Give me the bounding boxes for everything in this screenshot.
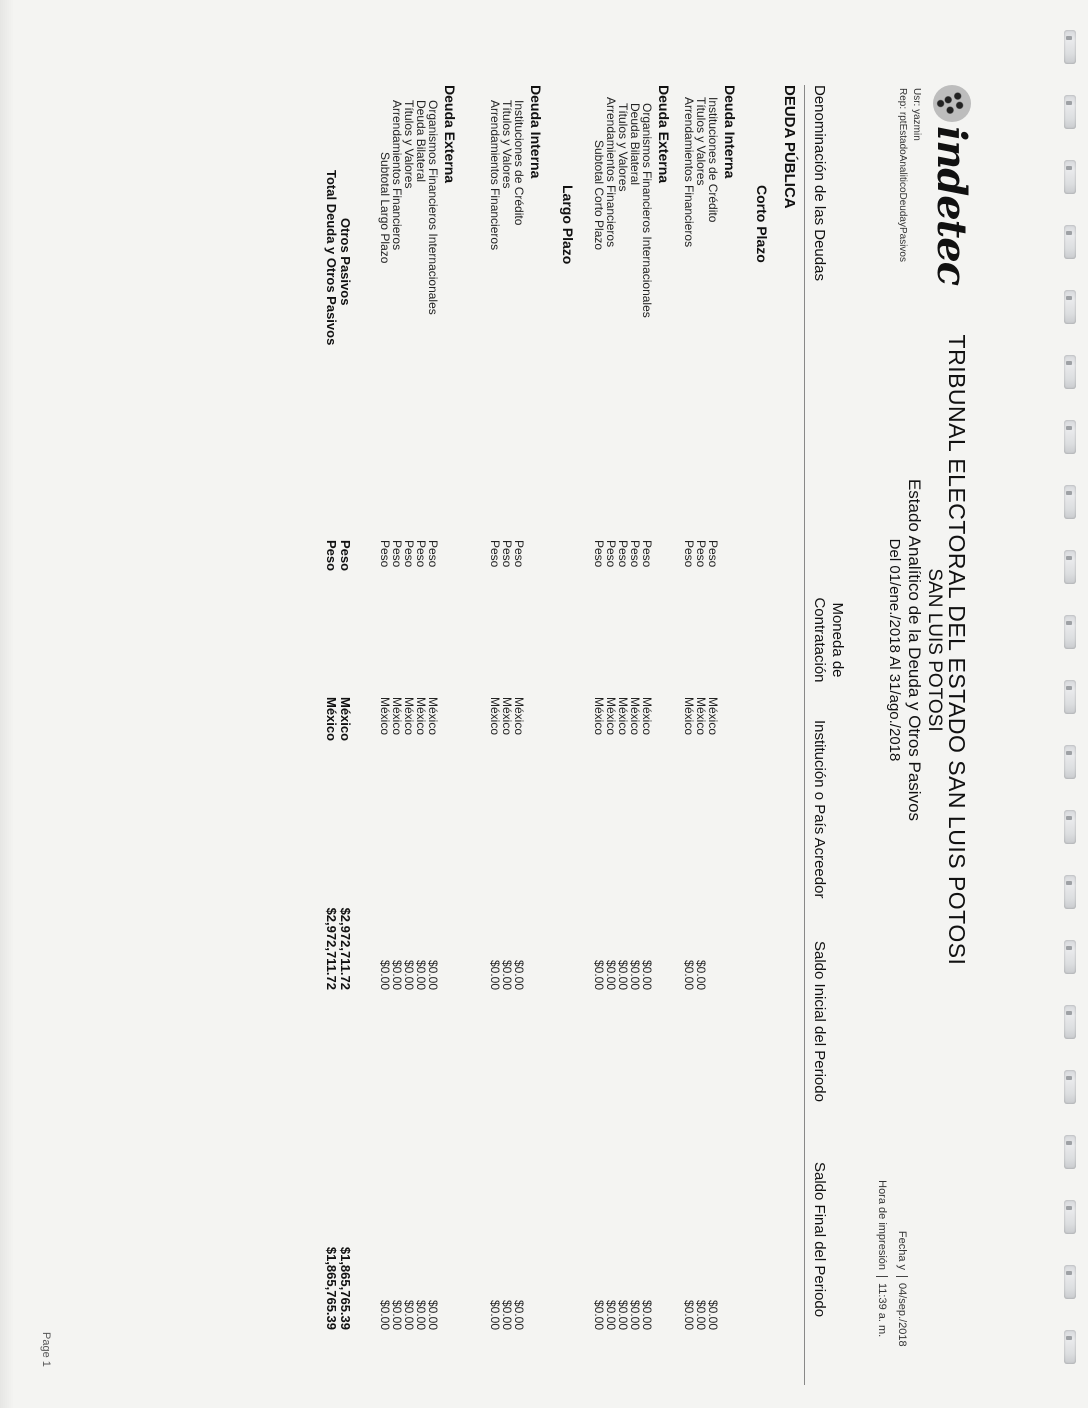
row-pais: México (640, 697, 654, 736)
title-entity: TRIBUNAL ELECTORAL DEL ESTADO SAN LUIS POTOSI (944, 334, 970, 966)
header-saldo-final: Saldo Final del Periodo (811, 1162, 828, 1318)
title-city: SAN LUIS POTOSI (924, 568, 945, 732)
row-denominacion: Otros Pasivos (338, 218, 353, 306)
row-saldo-final: $0.00 (628, 1299, 642, 1330)
row-moneda: Peso (500, 540, 514, 568)
row-moneda: Peso (488, 540, 502, 568)
row-pais: México (592, 697, 606, 736)
row-moneda: Peso (390, 540, 404, 568)
header-institucion: Institución o País Acreedor (811, 720, 828, 899)
row-saldo-final: $1,865,765.39 (338, 1246, 353, 1330)
row-pais: México (390, 697, 404, 736)
row-denominacion: Total Deuda y Otros Pasivos (324, 170, 339, 346)
header-moneda-1: Moneda de (829, 602, 846, 678)
row-saldo-inicial: $2,972,711.72 (338, 907, 353, 990)
report-path: Rep: rptEstadoAnaliticoDeudayPasivos (897, 88, 908, 262)
row-denominacion: Deuda Bilateral (628, 103, 642, 186)
row-saldo-inicial: $0.00 (378, 959, 392, 990)
row-denominacion: Subtotal Largo Plazo (378, 152, 392, 264)
row-saldo-inicial: $0.00 (500, 959, 514, 990)
row-pais: México (324, 697, 339, 742)
row-denominacion: Organismos Financieros Internacionales (640, 103, 654, 318)
section-deuda-interna-largo: Deuda Interna (528, 85, 544, 179)
row-saldo-final: $0.00 (604, 1299, 618, 1330)
row-pais: México (402, 697, 416, 736)
row-saldo-final: $0.00 (414, 1299, 428, 1330)
row-denominacion: Arrendamientos Financieros (488, 100, 502, 251)
row-saldo-inicial: $2,972,711.72 (324, 907, 339, 990)
section-deuda-interna-corto: Deuda Interna (722, 85, 738, 179)
report-title (884, 300, 970, 1000)
row-saldo-inicial: $0.00 (604, 959, 618, 990)
row-pais: México (426, 697, 440, 736)
row-denominacion: Instituciones de Crédito (706, 97, 720, 223)
logo-text: indetec (928, 126, 976, 285)
row-denominacion: Subtotal Corto Plazo (592, 140, 606, 251)
row-denominacion: Organismos Financieros Internacionales (426, 100, 440, 315)
row-saldo-inicial: $0.00 (488, 959, 502, 990)
row-pais: México (604, 697, 618, 736)
row-saldo-inicial: $0.00 (682, 959, 696, 990)
row-moneda: Peso (414, 540, 428, 568)
section-deuda-externa-largo: Deuda Externa (442, 85, 458, 184)
row-moneda: Peso (694, 540, 708, 568)
print-time-value: 11:39 a. m. (876, 1283, 888, 1338)
row-saldo-final: $0.00 (640, 1299, 654, 1330)
row-moneda: Peso (426, 540, 440, 568)
row-moneda: Peso (512, 540, 526, 568)
row-moneda: Peso (338, 540, 353, 572)
header-moneda-2: Contratación (811, 597, 828, 683)
row-saldo-final: $0.00 (402, 1299, 416, 1330)
row-saldo-final: $0.00 (682, 1299, 696, 1330)
row-moneda: Peso (682, 540, 696, 568)
row-saldo-final: $0.00 (512, 1299, 526, 1330)
row-saldo-final: $0.00 (500, 1299, 514, 1330)
row-pais: México (488, 697, 502, 736)
row-moneda: Peso (604, 540, 618, 568)
row-denominacion: Arrendamientos Financieros (390, 100, 404, 251)
print-time-label: Hora de impresión (876, 1150, 888, 1277)
row-saldo-inicial: $0.00 (426, 959, 440, 990)
row-pais: México (694, 697, 708, 736)
row-saldo-inicial: $0.00 (402, 959, 416, 990)
title-report: Estado Analítico de la Deuda y Otros Pasivos (905, 478, 924, 822)
row-moneda: Peso (402, 540, 416, 568)
header-denominacion: Denominación de las Deudas (811, 85, 828, 281)
section-deuda-publica: DEUDA PÚBLICA (781, 85, 798, 209)
title-period: Del 01/ene./2018 Al 31/ago./2018 (886, 538, 903, 762)
indetec-logo (928, 85, 976, 285)
logo-dots-icon (933, 85, 971, 122)
row-moneda: Peso (324, 540, 339, 572)
row-saldo-final: $0.00 (616, 1299, 630, 1330)
row-saldo-inicial: $0.00 (640, 959, 654, 990)
section-largo-plazo: Largo Plazo (560, 185, 576, 265)
row-saldo-inicial: $0.00 (592, 959, 606, 990)
row-saldo-final: $0.00 (426, 1299, 440, 1330)
row-denominacion: Títulos y Valores (402, 100, 416, 189)
row-denominacion: Títulos y Valores (694, 97, 708, 186)
row-pais: México (512, 697, 526, 736)
row-saldo-final: $0.00 (378, 1299, 392, 1330)
row-saldo-inicial: $0.00 (628, 959, 642, 990)
row-saldo-final: $0.00 (706, 1299, 720, 1330)
row-pais: México (706, 697, 720, 736)
row-pais: México (616, 697, 630, 736)
row-saldo-final: $0.00 (488, 1299, 502, 1330)
row-moneda: Peso (706, 540, 720, 568)
row-denominacion: Instituciones de Crédito (512, 100, 526, 226)
row-denominacion: Arrendamientos Financieros (682, 97, 696, 248)
row-moneda: Peso (640, 540, 654, 568)
row-saldo-inicial: $0.00 (694, 959, 708, 990)
section-corto-plazo: Corto Plazo (754, 185, 770, 263)
row-saldo-inicial: $0.00 (512, 959, 526, 990)
page-number: Page 1 (40, 1332, 52, 1367)
row-pais: México (338, 697, 353, 742)
row-denominacion: Arrendamientos Financieros (604, 97, 618, 248)
header-saldo-inicial: Saldo Inicial del Periodo (811, 941, 828, 1102)
row-moneda: Peso (628, 540, 642, 568)
row-saldo-inicial: $0.00 (414, 959, 428, 990)
row-moneda: Peso (616, 540, 630, 568)
row-denominacion: Deuda Bilateral (414, 100, 428, 183)
print-date-label: Fecha y (896, 1150, 908, 1277)
row-moneda: Peso (378, 540, 392, 568)
row-pais: México (682, 697, 696, 736)
row-denominacion: Títulos y Valores (500, 100, 514, 189)
user-label: Usr: yazmin (911, 88, 922, 141)
print-date-value: 04/sep./2018 (896, 1283, 908, 1347)
row-pais: México (500, 697, 514, 736)
row-saldo-final: $0.00 (390, 1299, 404, 1330)
row-denominacion: Títulos y Valores (616, 103, 630, 192)
row-moneda: Peso (592, 540, 606, 568)
row-pais: México (628, 697, 642, 736)
row-pais: México (378, 697, 392, 736)
row-pais: México (414, 697, 428, 736)
print-info (872, 1150, 912, 1347)
row-saldo-inicial: $0.00 (390, 959, 404, 990)
row-saldo-inicial: $0.00 (616, 959, 630, 990)
row-saldo-final: $0.00 (694, 1299, 708, 1330)
header-rule (804, 85, 805, 1385)
table-header (806, 85, 848, 1385)
row-saldo-final: $1,865,765.39 (324, 1246, 339, 1330)
row-saldo-final: $0.00 (592, 1299, 606, 1330)
section-deuda-externa-corto: Deuda Externa (656, 85, 672, 184)
